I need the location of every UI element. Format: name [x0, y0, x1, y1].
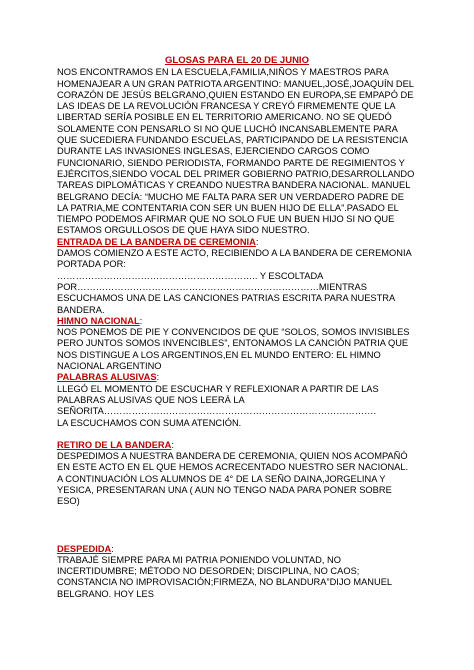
section-retiro-paragraph-1: DESPEDIMOS A NUESTRA BANDERA DE CEREMONIA, QUIEN NOS ACOMPAÑÓ EN ESTE ACTO EN EL QUE HEMOS ACRECENTADO NUESTRO SER NACIONAL.: [57, 451, 409, 473]
section-retiro-heading-row: [57, 440, 417, 451]
section-palabras-heading: PALABRAS ALUSIVAS: [57, 372, 157, 383]
section-retiro-paragraph-2: A CONTINUACIÓN LOS ALUMNOS DE 4° DE LA SEÑO DAINA,JORGELINA Y YESICA, PRESENTARAN UNA ( AUN NO TENGO NADA PARA PONER SOBRE ESO): [57, 473, 392, 507]
document-page: [57, 55, 417, 600]
section-himno-heading: HIMNO NACIONAL: [57, 315, 140, 326]
section-despedida-heading: DESPEDIDA: [57, 543, 112, 554]
section-himno-paragraph-1: NOS PONEMOS DE PIE Y CONVENCIDOS DE QUE “SOLOS, SOMOS INVISIBLES PERO JUNTOS SOMOS INVENCIBLES”, ENTONAMOS LA CANCIÓN PATRIA QUE NOS DISTINGUE A LOS ARGENTINOS,EN EL MUNDO ENTERO: EL HIMNO NACIONAL ARGENTINO: [57, 327, 410, 372]
section-himno-colon: :: [139, 315, 143, 326]
section-palabras-colon: :: [156, 372, 160, 383]
section-entrada-colon: :: [255, 236, 259, 247]
spacer-large: [57, 508, 417, 544]
section-entrada-paragraph-1: DAMOS COMIENZO A ESTE ACTO, RECIBIENDO A LA BANDERA DE CEREMONIA PORTADA POR:: [57, 248, 412, 270]
section-despedida-colon: :: [111, 543, 114, 554]
document-title: GLOSAS PARA EL 20 DE JUNIO: [165, 55, 309, 66]
section-retiro-colon: :: [171, 439, 174, 450]
section-entrada-heading: ENTRADA DE LA BANDERA DE CEREMONIA: [57, 236, 256, 247]
section-palabras-heading-row: [57, 372, 417, 383]
section-palabras-paragraph-2: LA ESCUCHAMOS CON SUMA ATENCIÓN.: [57, 417, 242, 428]
section-retiro-heading: RETIRO DE LA BANDERA: [57, 439, 172, 450]
section-entrada-paragraph-2: ……………………………………………………….. Y ESCOLTADA: [57, 270, 324, 281]
intro-paragraph: NOS ENCONTRAMOS EN LA ESCUELA,FAMILIA,NIÑOS Y MAESTROS PARA HOMENAJEAR A UN GRAN PATRIOTA ARGENTINO: MANUEL,JOSÉ,JOAQUÍN DEL CORAZÓN DE JESÚS BELGRANO,QUIEN ESTANDO EN EUROPA,SE EMPAPÓ DE LAS IDEAS DE LA REVOLUCIÓN FRANCESA Y CREYÓ FIRMEMENTE QUE LA LIBERTAD SERÍA POSIBLE EN EL TERRITORIO AMERICANO. NO SE QUEDÓ SOLAMENTE CON PENSARLO SI NO QUE LUCHÓ INCANSABLEMENTE PARA QUE SUCEDIERA FUNDANDO ESCUELAS, PARTICIPANDO DE LA RESISTENCIA DURANTE LAS INVASIONES INGLESAS, EJERCIENDO CARGOS COMO FUNCIONARIO, SIENDO PERIODISTA, FORMANDO PARTE DE REGIMIENTOS Y EJÉRCITOS,SIENDO VOCAL DEL PRIMER GOBIERNO PATRIO,DESARROLLANDO TAREAS DIPLOMÁTICAS Y CREANDO NUESTRA BANDERA NACIONAL. MANUEL BELGRANO DECÍA: “MUCHO ME FALTA PARA SER UN VERDADERO PADRE DE LA PATRIA,ME CONTENTARIA CON SER UN BUEN HIJO DE ELLA”.PASADO EL TIEMPO PODEMOS AFIRMAR QUE NO SOLO FUE UN BUEN HIJO SI NO QUE ESTAMOS ORGULLOSOS DE QUE HAYA SIDO NUESTRO.: [57, 67, 415, 236]
section-himno-heading-row: [57, 316, 417, 327]
section-despedida-paragraph-1: TRABAJÉ SIEMPRE PARA MI PATRIA PONIENDO VOLUNTAD, NO INCERTIDUMBRE; MÉTODO NO DESORDEN; DISCIPLINA, NO CAOS; CONSTANCIA NO IMPROVISACIÓN;FIRMEZA, NO BLANDURA”DIJO MANUEL BELGRANO. HOY LES: [57, 554, 392, 599]
section-entrada-heading-row: [57, 237, 417, 248]
section-entrada-paragraph-3: POR……………………………………………………………………MIENTRAS ESCUCHAMOS UNA DE LAS CANCIONES PATRIAS ESCRITA PARA NUESTRA BANDERA.: [57, 281, 395, 315]
section-palabras-paragraph-1: LLEGÓ EL MOMENTO DE ESCUCHAR Y REFLEXIONAR A PARTIR DE LAS PALABRAS ALUSIVAS QUE NOS LEERÁ LA SEÑORITA…………………………………………………………………………….: [57, 383, 379, 417]
section-despedida-heading-row: [57, 544, 417, 555]
spacer: [57, 429, 417, 440]
